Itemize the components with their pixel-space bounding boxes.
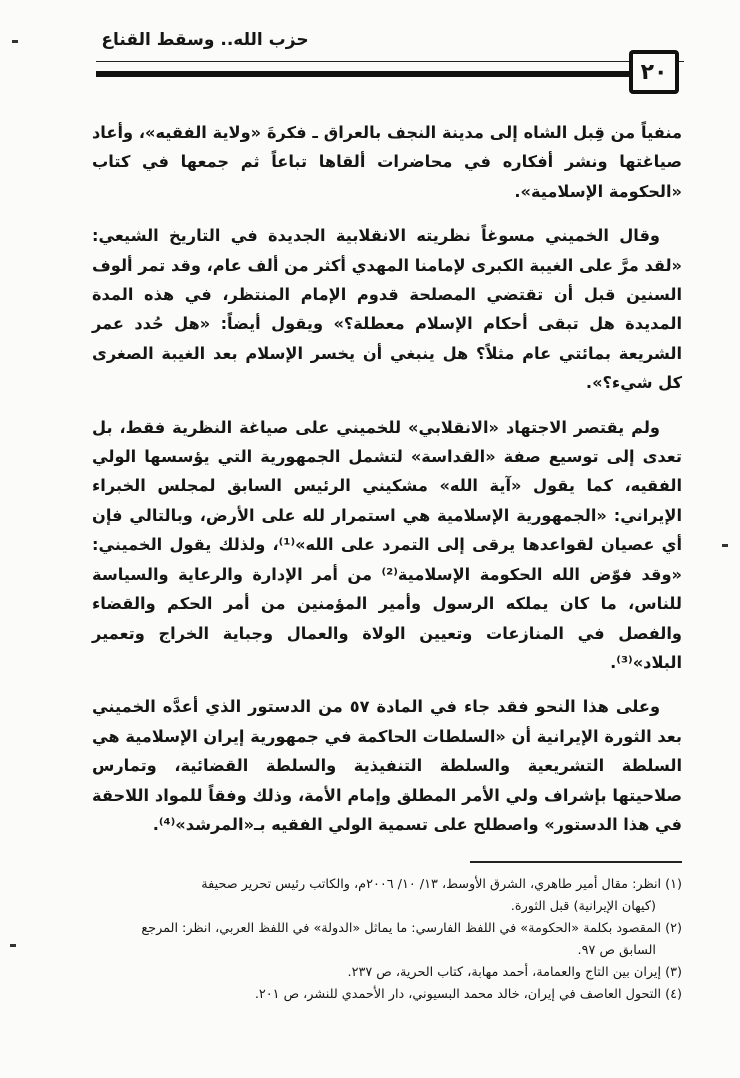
paragraph: وعلى هذا النحو فقد جاء في المادة ٥٧ من الدستور الذي أعدَّه الخميني بعد الثورة الإيرانية أن «السلطات الحاكمة في جمهورية إيران الإسلامية هي السلطة التشريعية والسلطة التنفيذية والسلطة القضائية، وتمارس صلاحيتها بإشراف ولي الأمر المطلق وإمام الأمة، وذلك وفقاً للمواد اللاحقة في هذا الدستور» واصطلح على تسمية الولي الفقيه بـ«المرشد»⁽⁴⁾. <box>92 697 682 834</box>
header-rule-thin <box>96 61 684 62</box>
paragraph: منفياً من قِبل الشاه إلى مدينة النجف بالعراق ـ فكرةَ «ولاية الفقيه»، وأعاد صياغتها ونشر أفكاره في محاضرات ألقاها تباعاً ثم جمعها في كتاب «الحكومة الإسلامية». <box>92 123 682 201</box>
footnote: (٢) المقصود بكلمة «الحكومة» في اللفظ الفارسي: ما يماثل «الدولة» في اللفظ العربي، انظر: المرجع <box>141 921 682 936</box>
footnotes <box>90 874 682 1006</box>
margin-mark <box>10 944 16 947</box>
main-text <box>92 118 682 854</box>
footnote-continuation: السابق ص ٩٧. <box>577 943 656 958</box>
paragraph: ولم يقتصر الاجتهاد «الانقلابي» للخميني على صياغة النظرية فقط، بل تعدى إلى توسيع صفة «القداسة» لتشمل الجمهورية التي يؤسسها الولي الفقيه، كما يقول «آية الله» مشكيني الرئيس السابق لمجلس الخبراء الإيراني: «الجمهورية الإسلامية هي استمرار لله على الأرض، وبالتالي فإن أي عصيان لقواعدها يرقى إلى التمرد على الله»⁽¹⁾، ولذلك يقول الخميني: «وقد فوّض الله الحكومة الإسلامية⁽²⁾ من أمر الإدارة والرعاية والسياسة للناس، ما كان يملكه الرسول وأمير المؤمنين من أمر الحكم والقضاء والفصل في المنازعات وتعيين الولاة والعمال وجباية الخراج وتعمير البلاد»⁽³⁾. <box>92 417 683 672</box>
header-rule-thick <box>96 71 632 77</box>
footnote-separator <box>470 861 682 863</box>
margin-mark <box>12 40 18 43</box>
margin-mark <box>722 544 728 547</box>
running-title: حزب الله.. وسقط القناع <box>101 30 309 50</box>
footnote: (٤) التحول العاصف في إيران، خالد محمد البسيوني، دار الأحمدي للنشر، ص ٢٠١. <box>254 987 682 1002</box>
paragraph: وقال الخميني مسوغاً نظريته الانقلابية الجديدة في التاريخ الشيعي: «لقد مرَّ على الغيبة الكبرى لإمامنا المهدي أكثر من ألف عام، وقد تمر ألوف السنين قبل أن تقتضي المصلحة قدوم الإمام المنتظر، في هذه المدة المديدة هل تبقى أحكام الإسلام معطلة؟» ويقول أيضاً: «هل حُدد عمر الشريعة بمائتي عام مثلاً؟ هل ينبغي أن يخسر الإسلام بعد الغيبة الصغرى كل شيء؟». <box>92 226 682 393</box>
footnote-continuation: (كيهان الإيرانية) قبل الثورة. <box>510 899 656 914</box>
footnote: (١) انظر: مقال أمير طاهري، الشرق الأوسط، ١٣/ ١٠/ ٢٠٠٦م، والكاتب رئيس تحرير صحيفة <box>201 877 682 892</box>
page-number-box: ٢٠ <box>629 50 679 94</box>
footnote: (٣) إيران بين التاج والعمامة، أحمد مهابة، كتاب الحرية، ص ٢٣٧. <box>347 965 682 980</box>
